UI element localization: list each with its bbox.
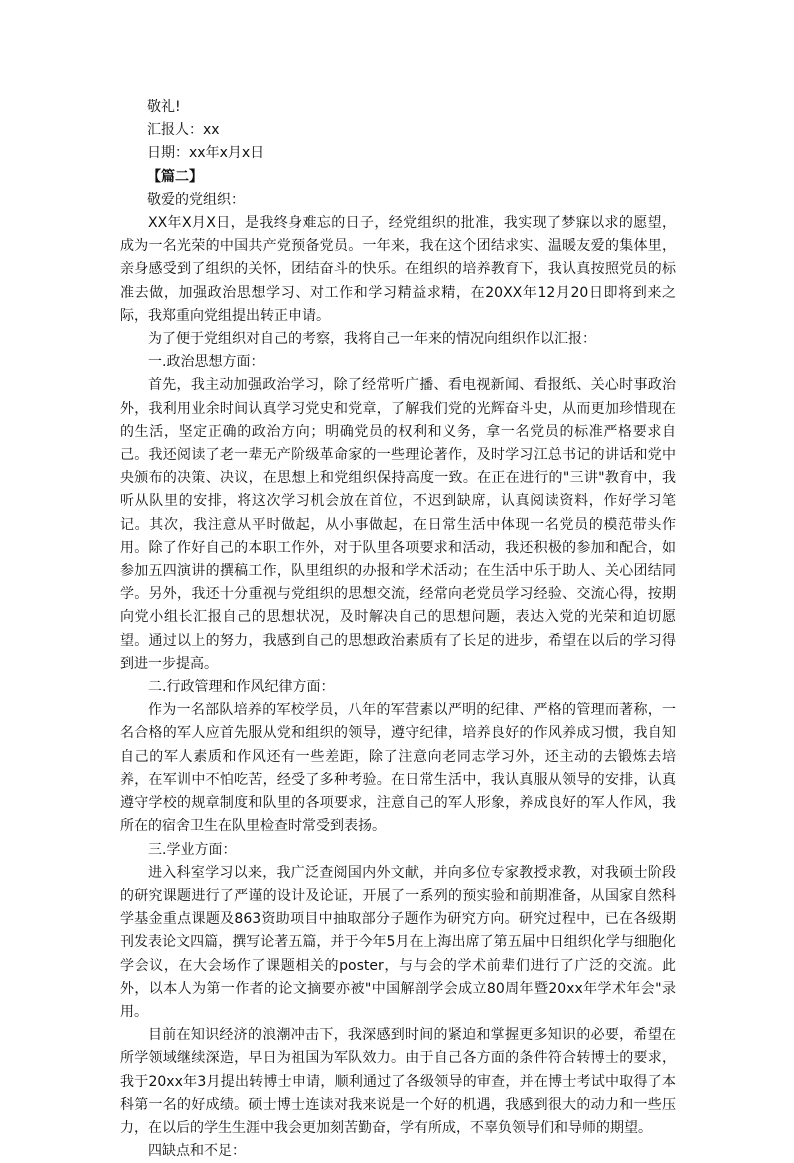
intro-paragraph: XX年X月X日，是我终身难忘的日子，经党组织的批准，我实现了梦寐以求的愿望，成为一名光荣的中国共产党预备党员。一年来，我在这个团结求实、温暖友爱的集体里，亲身感受到了组织的关怀，团结奋斗的快乐。在组织的培养教育下，我认真按照党员的标准去做，加强政治思想学习、对工作和学习精益求精，在20XX年12月20日即将到来之际，我郑重向党组提出转正申请。	[120, 215, 676, 324]
future-paragraph: 目前在知识经济的浪潮冲击下，我深感到时间的紧迫和掌握更多知识的必要，希望在所学领域继续深造，早日为祖国为军队效力。由于自己各方面的条件符合转博士的要求，我于20xx年3月提出转博士申请，顺利通过了各级领导的审查，并在博士考试中取得了本科第一名的好成绩。硕士博士连读对我来说是一个好的机遇，我感到很大的动力和一些压力，在以后的学生生涯中我会更加刻苦勤奋，学有所成，不辜负领导们和导师的期望。	[120, 1027, 676, 1136]
discipline-paragraph: 作为一名部队培养的军校学员，八年的军营素以严明的纪律、严格的管理而著称，一名合格的军人应首先服从党和组织的领导，遵守纪律，培养良好的作风养成习惯，我自知自己的军人素质和作风还有一些差距，除了注意向老同志学习外，还主动的去锻炼去培养，在军训中不怕吃苦，经受了多种考验。在日常生活中，我认真服从领导的安排，认真遵守学校的规章制度和队里的各项要求，注意自己的军人形象，养成良好的军人作风，我所在的宿舍卫生在队里检查时常受到表扬。	[120, 702, 676, 835]
heading-academic: 三.学业方面：	[148, 841, 237, 858]
heading-shortcomings: 四缺点和不足：	[148, 1143, 246, 1160]
political-paragraph: 首先，我主动加强政治学习，除了经常听广播、看电视新闻、看报纸、关心时事政治外，我利用业余时间认真学习党史和党章，了解我们党的光辉奋斗史，从而更加珍惜现在的生活，坚定正确的政治方向；明确党员的权利和义务，拿一名党员的标准严格要求自己。我还阅读了老一辈无产阶级革命家的一些理论著作，及时学习江总书记的讲话和党中央颁布的决策、决议，在思想上和党组织保持高度一致。在正在进行的"三讲"教育中，我听从队里的安排，将这次学习机会放在首位，不迟到缺席，认真阅读资料，作好学习笔记。其次，我注意从平时做起，从小事做起，在日常生活中体现一名党员的模范带头作用。除了作好自己的本职工作外，对于队里各项要求和活动，我还积极的参加和配合，如参加五四演讲的撰稿工作，队里组织的办报和学术活动；在生活中乐于助人、关心团结同学。另外，我还十分重视与党组织的思想交流，经常向老党员学习经验、交流心得，按期向党小组长汇报自己的思想状况，及时解决自己的思想问题，表达入党的光荣和迫切愿望。通过以上的努力，我感到自己的思想政治素质有了长足的进步，希望在以后的学习得到进一步提高。	[120, 377, 676, 672]
report-lead-paragraph: 为了便于党组织对自己的考察，我将自己一年来的情况向组织作以汇报：	[148, 331, 596, 348]
heading-discipline: 二.行政管理和作风纪律方面：	[148, 679, 335, 696]
closing-line: 敬礼!	[147, 99, 181, 115]
heading-political: 一.政治思想方面：	[148, 354, 265, 371]
document-page	[120, 96, 676, 1163]
salutation: 敬爱的党组织：	[147, 191, 245, 208]
reporter-line: 汇报人：xx	[147, 122, 220, 139]
section-title: 【篇二】	[147, 168, 203, 185]
academic-paragraph: 进入科室学习以来，我广泛查阅国内外文献，并向多位专家教授求教，对我硕士阶段的研究课题进行了严谨的设计及论证，开展了一系列的预实验和前期准备，从国家自然科学基金重点课题及863资助项目中抽取部分子题作为研究方向。研究过程中，已在各级期刊发表论文四篇，撰写论著五篇，并于今年5月在上海出席了第五届中日组织化学与细胞化学会议，在大会场作了课题相关的poster，与与会的学术前辈们进行了广泛的交流。此外，以本人为第一作者的论文摘要亦被"中国解剖学会成立80周年暨20xx年学术年会"录用。	[120, 864, 676, 1020]
date-line: 日期：xx年x月x日	[147, 145, 265, 162]
